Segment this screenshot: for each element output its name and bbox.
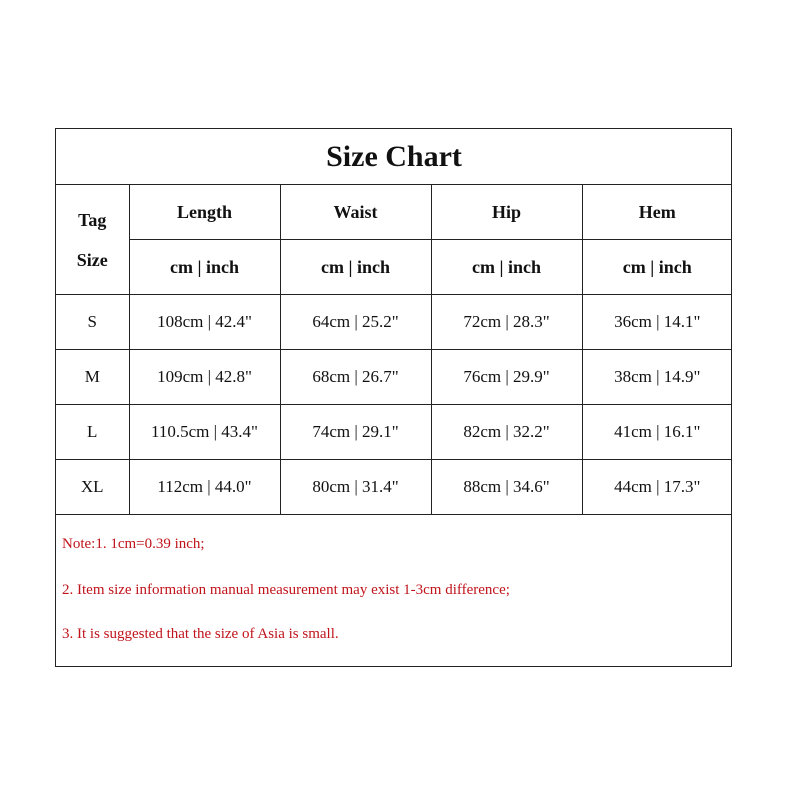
length-value: 109cm | 42.8" [129,350,280,405]
size-label: S [56,295,129,350]
note-line: 3. It is suggested that the size of Asia is small. [62,626,339,642]
table-row [56,295,732,350]
hem-value: 38cm | 14.9" [582,350,732,405]
table-row [56,405,732,460]
column-header-hip: Hip [431,185,582,240]
column-header-length: Length [129,185,280,240]
hip-value: 88cm | 34.6" [431,460,582,515]
note-line: 2. Item size information manual measurement may exist 1-3cm difference; [62,582,510,598]
unit-header-hem: cm | inch [582,240,732,295]
unit-header-waist: cm | inch [280,240,431,295]
length-value: 112cm | 44.0" [129,460,280,515]
tag-size-header [56,185,129,295]
hip-value: 72cm | 28.3" [431,295,582,350]
hem-value: 36cm | 14.1" [582,295,732,350]
tag-header-line1: Tag [78,209,107,230]
waist-value: 80cm | 31.4" [280,460,431,515]
chart-title: Size Chart [56,129,732,185]
hem-value: 44cm | 17.3" [582,460,732,515]
hip-value: 82cm | 32.2" [431,405,582,460]
size-chart [55,128,732,667]
unit-header-length: cm | inch [129,240,280,295]
size-label: XL [56,460,129,515]
length-value: 108cm | 42.4" [129,295,280,350]
size-label: M [56,350,129,405]
note-line: Note:1. 1cm=0.39 inch; [62,536,205,552]
unit-header-hip: cm | inch [431,240,582,295]
table-row [56,460,732,515]
waist-value: 64cm | 25.2" [280,295,431,350]
waist-value: 68cm | 26.7" [280,350,431,405]
column-header-waist: Waist [280,185,431,240]
column-header-hem: Hem [582,185,732,240]
size-table [56,129,732,515]
tag-header-line2: Size [76,249,108,270]
table-row [56,350,732,405]
length-value: 110.5cm | 43.4" [129,405,280,460]
hem-value: 41cm | 16.1" [582,405,732,460]
waist-value: 74cm | 29.1" [280,405,431,460]
size-label: L [56,405,129,460]
hip-value: 76cm | 29.9" [431,350,582,405]
